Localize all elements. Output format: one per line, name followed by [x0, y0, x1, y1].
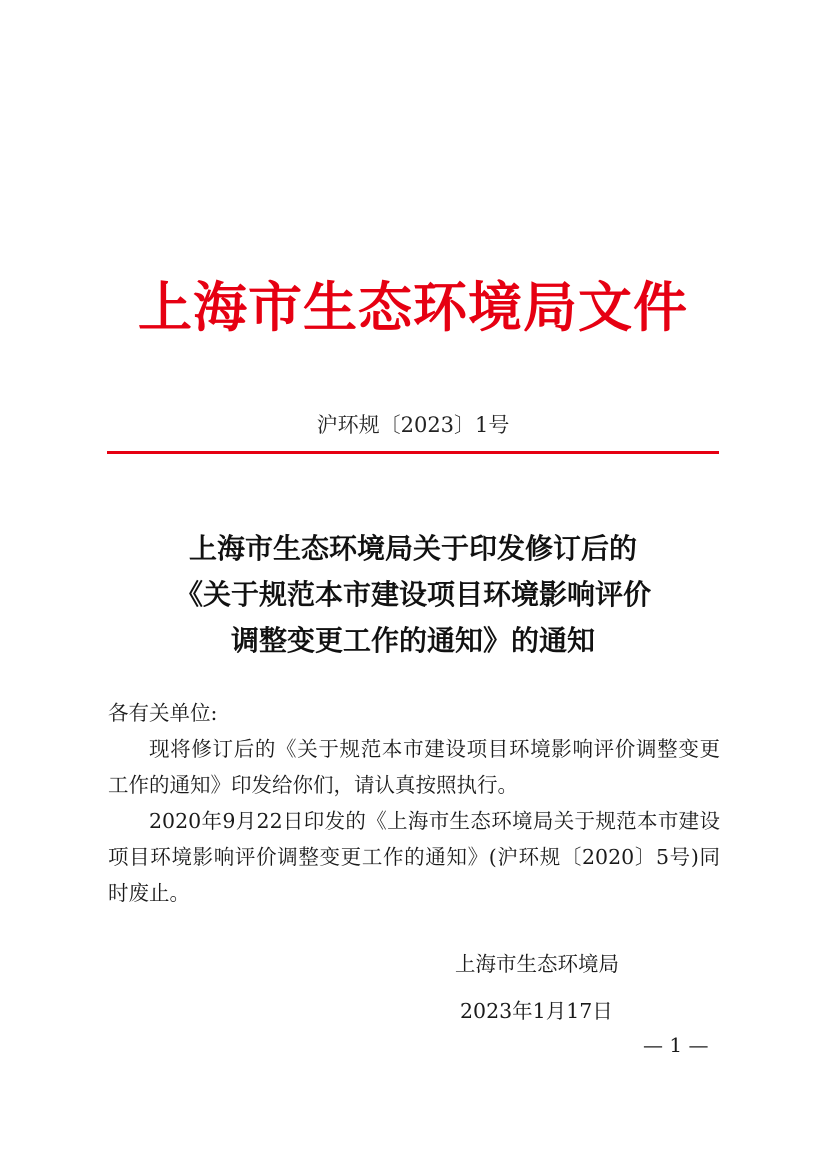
- body-paragraph-2: 2020年9月22日印发的《上海市生态环境局关于规范本市建设项目环境影响评价调整变更工作的通知》(沪环规〔2020〕5号)同时废止。: [108, 809, 720, 905]
- agency-header-title: 上海市生态环境局文件: [138, 275, 688, 339]
- title-line-3: 调整变更工作的通知》的通知: [230, 624, 595, 657]
- issue-date: 2023年1月17日: [460, 999, 613, 1023]
- issuer-signature: 上海市生态环境局: [455, 952, 619, 976]
- title-line-2: 《关于规范本市建设项目环境影响评价: [174, 578, 651, 611]
- document-number: 沪环规〔2023〕1号: [316, 413, 510, 437]
- document-body: [108, 695, 720, 911]
- red-divider-line: [107, 451, 719, 454]
- document-title: [0, 526, 826, 664]
- title-line-1: 上海市生态环境局关于印发修订后的: [188, 532, 637, 565]
- body-paragraph-1: 现将修订后的《关于规范本市建设项目环境影响评价调整变更工作的通知》印发给你们，请认真按照执行。: [108, 737, 720, 797]
- page-number: — 1 —: [643, 1033, 709, 1057]
- salutation: 各有关单位:: [108, 701, 218, 725]
